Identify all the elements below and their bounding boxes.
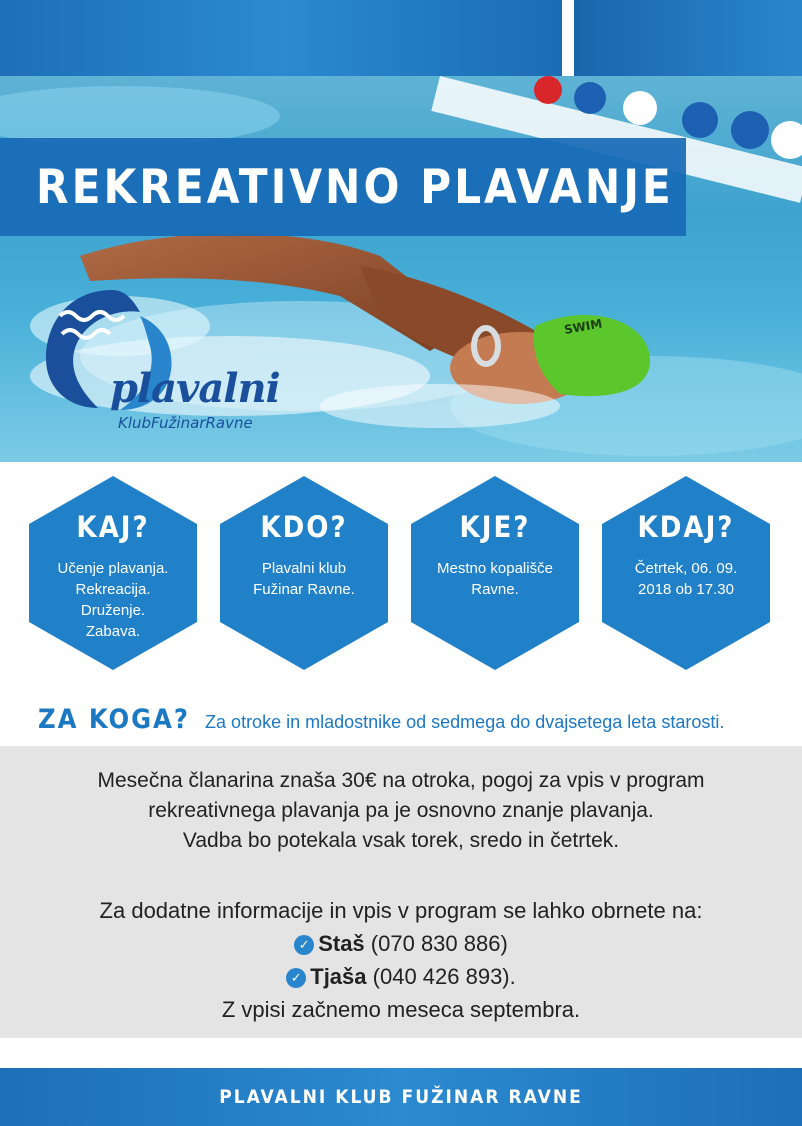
- title-band: [0, 138, 686, 236]
- card-kaj: [27, 474, 199, 672]
- info-cards: [0, 474, 802, 674]
- svg-text:SWIM: SWIM: [563, 316, 604, 337]
- contact-intro: Za dodatne informacije in vpis v program se lahko obrnete na:: [99, 898, 703, 923]
- card-line: 2018 ob 17.30: [638, 581, 734, 598]
- card-line: Mestno kopališče: [437, 560, 553, 577]
- check-badge-icon: ✓: [286, 968, 306, 988]
- hero-image: [0, 76, 802, 462]
- contact-phone[interactable]: (070 830 886): [370, 931, 508, 956]
- top-bar-right: [574, 0, 802, 76]
- card-title: KJE?: [459, 510, 531, 544]
- card-line: Učenje plavanja.: [57, 560, 169, 577]
- contact-phone[interactable]: (040 426 893).: [372, 964, 516, 989]
- card-title: KDO?: [260, 510, 348, 544]
- card-text: [419, 558, 571, 600]
- card-kdaj: [600, 474, 772, 672]
- card-line: Plavalni klub: [261, 560, 347, 577]
- card-kdo: [218, 474, 390, 672]
- contacts-block: [0, 894, 802, 1026]
- logo-subtitle: KlubFužinarRavne: [118, 414, 253, 432]
- card-line: Ravne.: [471, 581, 519, 598]
- paragraph-line: Vadba bo potekala vsak torek, sredo in četrtek.: [182, 829, 620, 852]
- page-title: REKREATIVNO PLAVANJE: [36, 159, 674, 215]
- audience-label: ZA KOGA?: [38, 704, 190, 735]
- audience-line: [38, 704, 724, 735]
- card-title: KDAJ?: [637, 510, 735, 544]
- footer-text: PLAVALNI KLUB FUŽINAR RAVNE: [219, 1086, 583, 1108]
- card-text: [610, 558, 762, 600]
- contact-name: Tjaša: [310, 964, 367, 989]
- paragraph-line: rekreativnega plavanja pa je osnovno znanje plavanja.: [148, 799, 654, 822]
- top-bar-left: [0, 0, 562, 76]
- card-line: Druženje.: [80, 602, 146, 619]
- contact-stas: [0, 927, 802, 960]
- card-line: Četrtek, 06. 09.: [634, 560, 738, 577]
- membership-paragraph: [0, 766, 802, 856]
- contact-name: Staš: [318, 931, 365, 956]
- audience-text: Za otroke in mladostnike od sedmega do dvajsetega leta starosti.: [205, 712, 725, 732]
- footer-bar: [0, 1068, 802, 1126]
- info-panel: [0, 746, 802, 1038]
- card-kje: [409, 474, 581, 672]
- card-line: Rekreacija.: [75, 581, 151, 598]
- card-text: [228, 558, 380, 600]
- card-title: KAJ?: [76, 510, 150, 544]
- contact-tjasa: [0, 960, 802, 993]
- card-line: Fužinar Ravne.: [253, 581, 355, 598]
- check-badge-icon: ✓: [294, 935, 314, 955]
- paragraph-line: Mesečna članarina znaša 30€ na otroka, pogoj za vpis v program: [97, 769, 705, 792]
- card-text: [37, 558, 189, 642]
- closing-line: Z vpisi začnemo meseca septembra.: [221, 997, 581, 1022]
- card-line: Zabava.: [85, 623, 141, 640]
- logo-wordmark: plavalni: [110, 365, 280, 412]
